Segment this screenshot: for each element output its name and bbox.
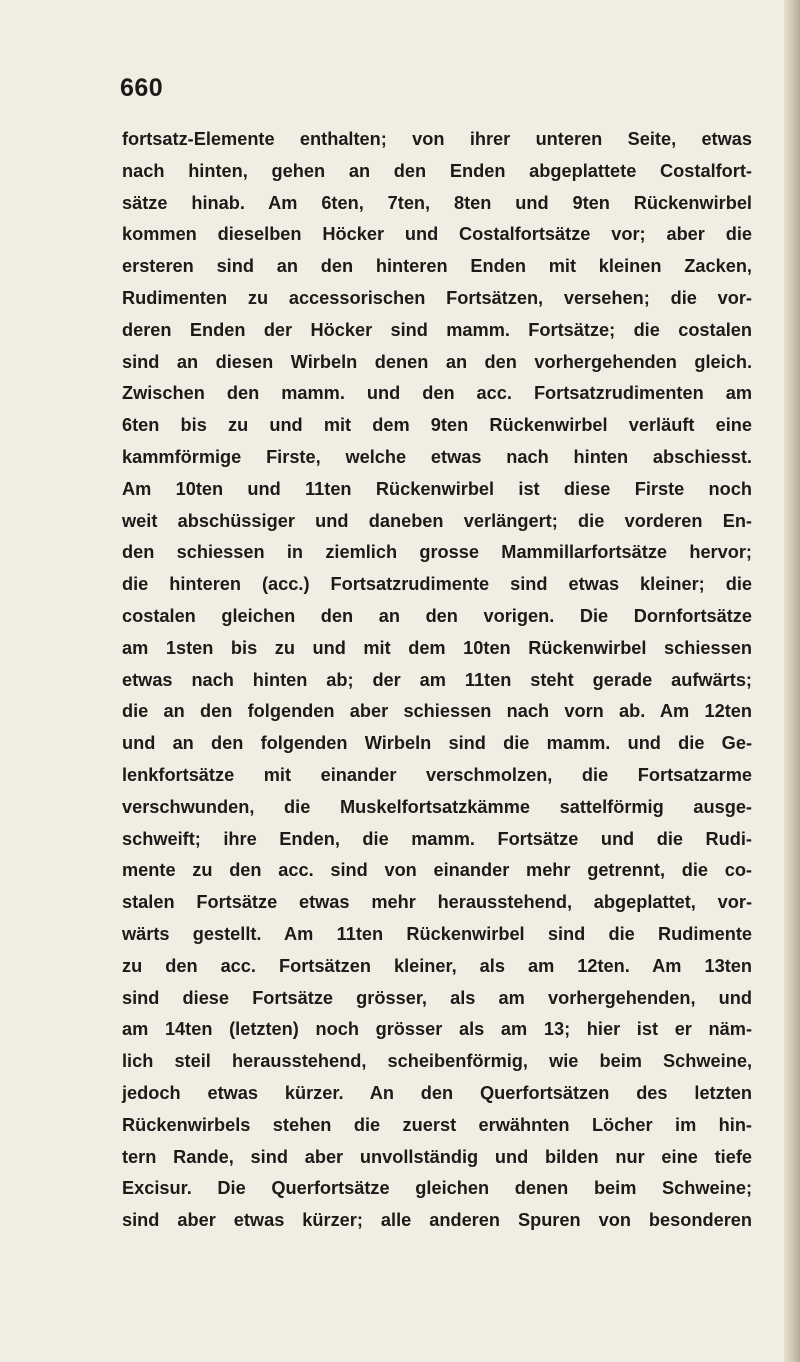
page-edge-shadow [784, 0, 800, 1362]
text-line: weit abschüssiger und daneben verlängert; die vorderen En- [122, 510, 752, 531]
text-line: lich steil herausstehend, scheibenförmig, wie beim Schweine, [122, 1051, 752, 1072]
text-line: jedoch etwas kürzer. An den Querfortsätzen des letzten [122, 1082, 752, 1103]
text-line: sind aber etwas kürzer; alle anderen Spuren von besonderen [122, 1210, 752, 1231]
text-line: Excisur. Die Querfortsätze gleichen denen beim Schweine; [122, 1178, 752, 1199]
text-line: sätze hinab. Am 6ten, 7ten, 8ten und 9ten Rückenwirbel [122, 192, 752, 213]
text-line: und an den folgenden Wirbeln sind die mamm. und die Ge- [122, 733, 752, 754]
text-line: kommen dieselben Höcker und Costalfortsätze vor; aber die [122, 224, 752, 245]
text-line: 6ten bis zu und mit dem 9ten Rückenwirbel verläuft eine [122, 415, 752, 436]
page-number: 660 [120, 74, 164, 102]
text-line: lenkfortsätze mit einander verschmolzen, die Fortsatzarme [122, 764, 752, 785]
text-line: verschwunden, die Muskelfortsatzkämme sattelförmig ausge- [122, 796, 752, 817]
text-line: fortsatz-Elemente enthalten; von ihrer unteren Seite, etwas [122, 129, 752, 149]
text-line: am 1sten bis zu und mit dem 10ten Rückenwirbel schiessen [122, 637, 752, 658]
text-line: etwas nach hinten ab; der am 11ten steht gerade aufwärts; [122, 669, 752, 690]
text-line: costalen gleichen den an den vorigen. Die Dornfortsätze [122, 605, 752, 626]
text-line: ersteren sind an den hinteren Enden mit kleinen Zacken, [122, 256, 752, 277]
body-paragraph [122, 124, 752, 1237]
text-line: schweift; ihre Enden, die mamm. Fortsätze und die Rudi- [122, 828, 752, 849]
text-line: den schiessen in ziemlich grosse Mammillarfortsätze hervor; [122, 542, 752, 563]
text-line: am 14ten (letzten) noch grösser als am 13; hier ist er näm- [122, 1019, 752, 1040]
text-line: tern Rande, sind aber unvollständig und bilden nur eine tiefe [122, 1146, 752, 1167]
text-line: stalen Fortsätze etwas mehr herausstehend, abgeplattet, vor- [122, 892, 752, 913]
text-line: deren Enden der Höcker sind mamm. Fortsätze; die costalen [122, 319, 752, 340]
text-line: mente zu den acc. sind von einander mehr getrennt, die co- [122, 860, 752, 881]
text-line: wärts gestellt. Am 11ten Rückenwirbel sind die Rudimente [122, 923, 752, 944]
text-line: die hinteren (acc.) Fortsatzrudimente sind etwas kleiner; die [122, 574, 752, 595]
text-line: die an den folgenden aber schiessen nach vorn ab. Am 12ten [122, 701, 752, 722]
text-line: Zwischen den mamm. und den acc. Fortsatzrudimenten am [122, 383, 752, 404]
text-line: zu den acc. Fortsätzen kleiner, als am 12ten. Am 13ten [122, 955, 752, 976]
text-line: Rudimenten zu accessorischen Fortsätzen, versehen; die vor- [122, 287, 752, 308]
text-line: Rückenwirbels stehen die zuerst erwähnten Löcher im hin- [122, 1114, 752, 1135]
text-line: sind diese Fortsätze grösser, als am vorhergehenden, und [122, 987, 752, 1008]
text-line: kammförmige Firste, welche etwas nach hinten abschiesst. [122, 446, 752, 467]
text-line: Am 10ten und 11ten Rückenwirbel ist diese Firste noch [122, 478, 752, 499]
text-line: sind an diesen Wirbeln denen an den vorhergehenden gleich. [122, 351, 752, 372]
text-line: nach hinten, gehen an den Enden abgeplattete Costalfort- [122, 160, 752, 181]
